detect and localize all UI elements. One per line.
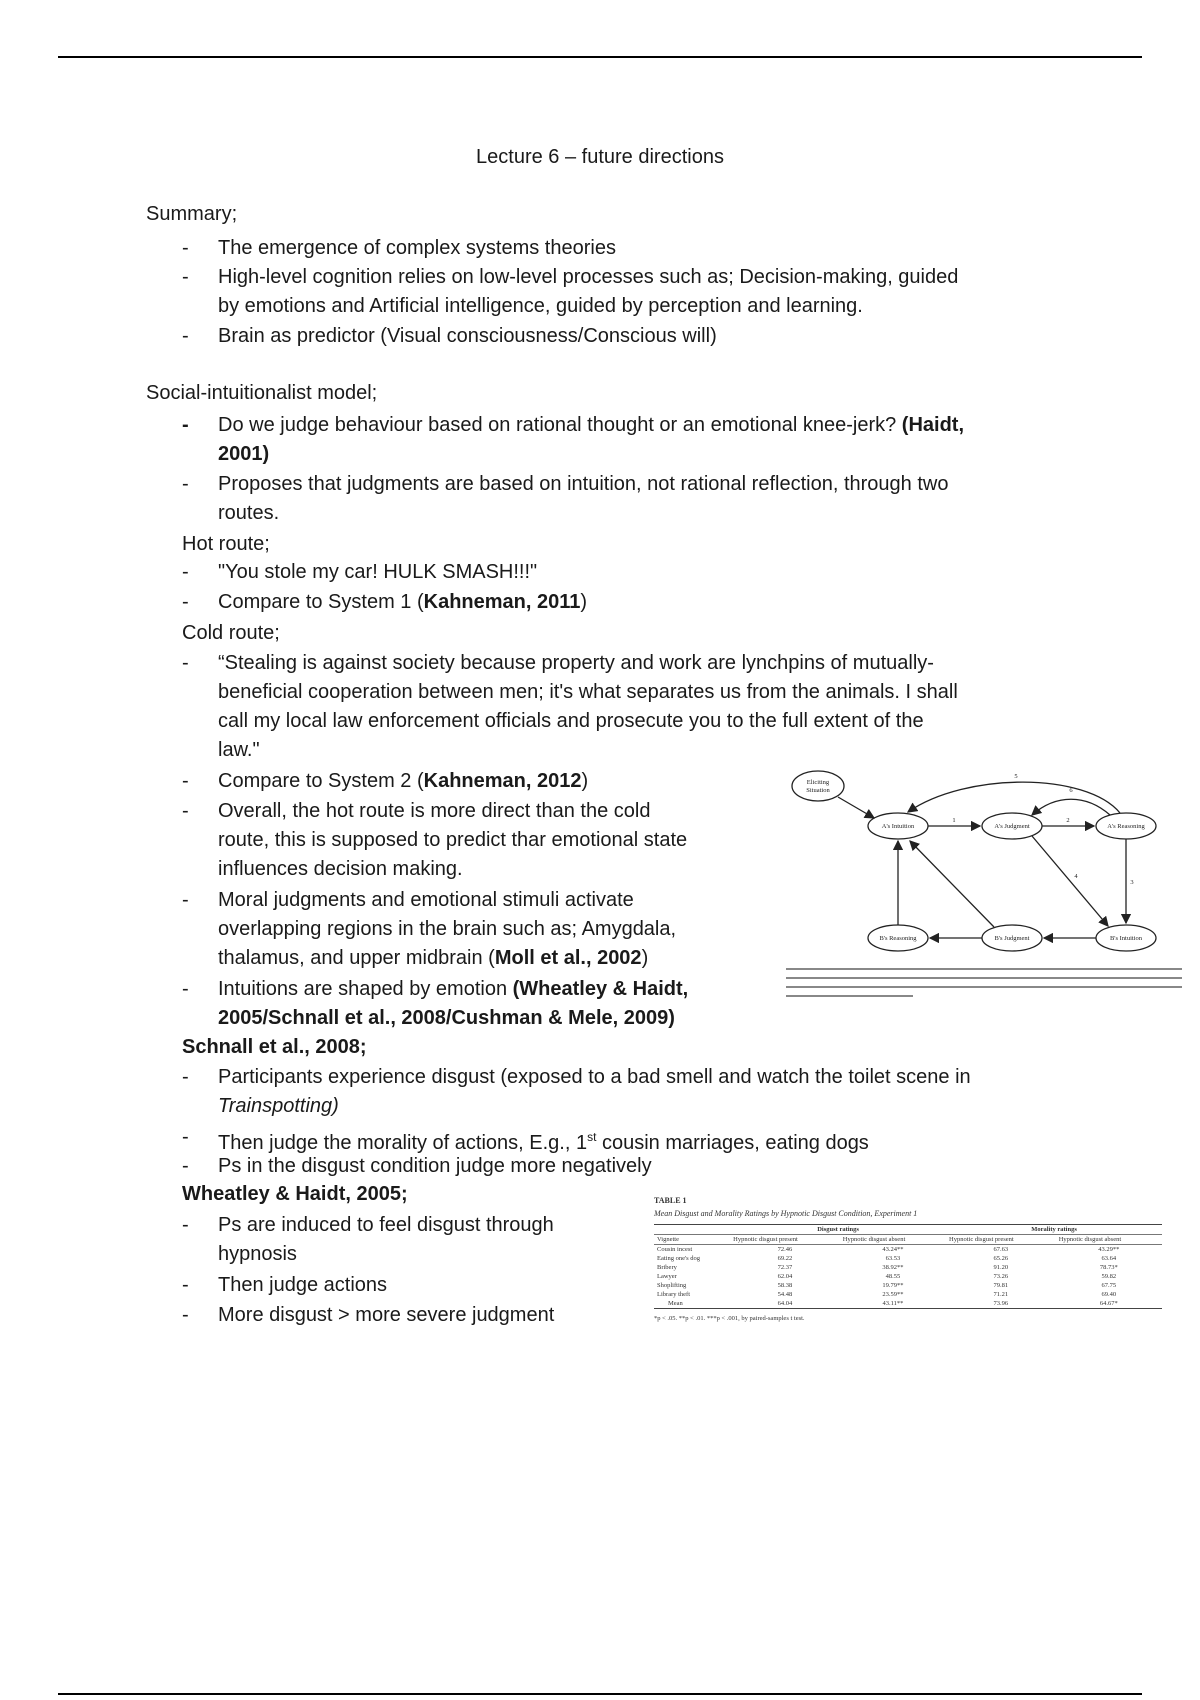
col-vignette: Vignette (654, 1235, 730, 1245)
label-a-judgment: A's Judgment (994, 823, 1030, 830)
label-b-reasoning: B's Reasoning (879, 935, 917, 942)
wheatley-bullet-2: - Then judge actions (182, 1274, 388, 1296)
sim-bullet-question: - Do we judge behaviour based on rational thought or an emotional knee-jerk? (Haidt, 2001) (182, 414, 964, 465)
schnall-bullet-2: - Then judge the morality of actions, E.g., 1st cousin marriages, eating dogs (182, 1126, 869, 1154)
edge-label-3: 3 (1130, 879, 1134, 886)
wheatley-bullet-3: - More disgust > more severe judgment (182, 1304, 555, 1326)
edge-label-1: 1 (952, 817, 956, 824)
node-eliciting-situation (792, 771, 844, 801)
summary-bullet-3: - Brain as predictor (Visual consciousness/Conscious will) (182, 325, 717, 347)
cold-route-heading: Cold route; (182, 622, 280, 644)
ratings-table (654, 1224, 1162, 1309)
table-row: Library theft 54.48 23.59** 71.21 69.40 (657, 1291, 1117, 1298)
table-title: Mean Disgust and Morality Ratings by Hypnotic Disgust Condition, Experiment 1 (654, 1209, 918, 1218)
label-eliciting-2: Situation (806, 787, 830, 794)
cold-route-quote: - “Stealing is against society because property and work are lynchpins of mutually- beneficial cooperation between men; it's what separates us from the animals. I shall call my local law enforcement officials and prosecute you to the full extent of the law." (182, 652, 958, 761)
schnall-bullet-1: - Participants experience disgust (exposed to a bad smell and watch the toilet scene in Trainspotting) (182, 1066, 971, 1117)
col-disgust-present: Hypnotic disgust present (730, 1235, 840, 1245)
cold-route-bullet-system2: - Compare to System 2 (Kahneman, 2012) (182, 770, 589, 792)
edge-label-5: 5 (1014, 773, 1018, 780)
table-row: Eating one's dog 69.22 63.53 65.26 63.64 (657, 1255, 1117, 1262)
table-row: Lawyer 62.04 48.55 73.26 59.82 (657, 1273, 1117, 1280)
edge-eliciting-to-intuition (838, 797, 874, 818)
edge-5-reasoned-judgment (908, 782, 1120, 813)
edge-6-private-reflection (1032, 799, 1110, 815)
table-note: *p < .05. **p < .01. ***p < .001, by paired-samples t test. (654, 1315, 805, 1322)
bottom-rule (58, 1693, 1142, 1695)
summary-bullet-1: - The emergence of complex systems theories (182, 237, 616, 259)
col-disgust-absent: Hypnotic disgust absent (840, 1235, 946, 1245)
group-disgust: Disgust ratings (730, 1225, 946, 1235)
col-morality-present: Hypnotic disgust present (946, 1235, 1056, 1245)
social-intuitionist-diagram (786, 762, 1182, 1014)
schnall-heading: Schnall et al., 2008; (182, 1036, 367, 1058)
sim-heading: Social-intuitionalist model; (146, 382, 378, 404)
hot-route-bullet-2: - Compare to System 1 (Kahneman, 2011) (182, 591, 588, 613)
schnall-bullet-3: - Ps in the disgust condition judge more negatively (182, 1155, 652, 1177)
label-b-judgment: B's Judgment (994, 935, 1030, 942)
top-rule (58, 56, 1142, 58)
edge-label-4: 4 (1074, 873, 1078, 880)
edge-label-6: 6 (1069, 787, 1073, 794)
table-row: Bribery 72.37 38.92** 91.20 78.73* (657, 1264, 1118, 1271)
edge-label-2: 2 (1066, 817, 1070, 824)
figure-caption (786, 968, 1182, 1004)
wheatley-heading: Wheatley & Haidt, 2005; (182, 1183, 408, 1205)
hot-route-bullet-1: - "You stole my car! HULK SMASH!!!" (182, 561, 538, 583)
hot-route-heading: Hot route; (182, 533, 270, 555)
page-title: Lecture 6 – future directions (476, 146, 724, 168)
table-row: Cousin incest 72.46 43.24** 67.63 43.29** (657, 1246, 1120, 1253)
table-row: Shoplifting 58.38 19.79** 79.81 67.75 (657, 1282, 1117, 1289)
group-morality: Morality ratings (946, 1225, 1162, 1235)
cold-route-bullet-overall: - Overall, the hot route is more direct than the cold route, this is supposed to predict thar emotional state influences decision making. (182, 800, 688, 880)
cold-route-bullet-moral: - Moral judgments and emotional stimuli activate overlapping regions in the brain such as; Amygdala, thalamus, and upper midbrain (Moll et al., 2002) (182, 889, 677, 969)
sim-bullet-proposes: - Proposes that judgments are based on intuition, not rational reflection, through two routes. (182, 473, 949, 524)
col-morality-absent: Hypnotic disgust absent (1056, 1235, 1162, 1245)
table-label: TABLE 1 (654, 1196, 687, 1205)
wheatley-bullet-1: - Ps are induced to feel disgust through hypnosis (182, 1214, 554, 1265)
label-a-reasoning: A's Reasoning (1107, 823, 1145, 830)
edge-4-social-persuasion (1032, 836, 1108, 926)
cold-route-bullet-intuitions: - Intuitions are shaped by emotion (Wheatley & Haidt, 2005/Schnall et al., 2008/Cushman & Mele, 2009) (182, 978, 689, 1029)
table-row: Mean 64.04 43.11** 73.96 64.67* (654, 1299, 1162, 1309)
label-eliciting-1: Eliciting (806, 779, 830, 786)
diagram-svg (786, 762, 1182, 962)
disgust-ratings-table-figure (654, 1196, 1162, 1322)
summary-heading: Summary; (146, 203, 238, 225)
edge-b-judgment-to-a-intuition (910, 841, 994, 927)
label-b-intuition: B's Intuition (1109, 935, 1143, 942)
label-a-intuition: A's Intuition (881, 823, 915, 830)
summary-bullet-2: - High-level cognition relies on low-level processes such as; Decision-making, guided by emotions and Artificial intelligence, guided by perception and learning. (182, 266, 959, 317)
